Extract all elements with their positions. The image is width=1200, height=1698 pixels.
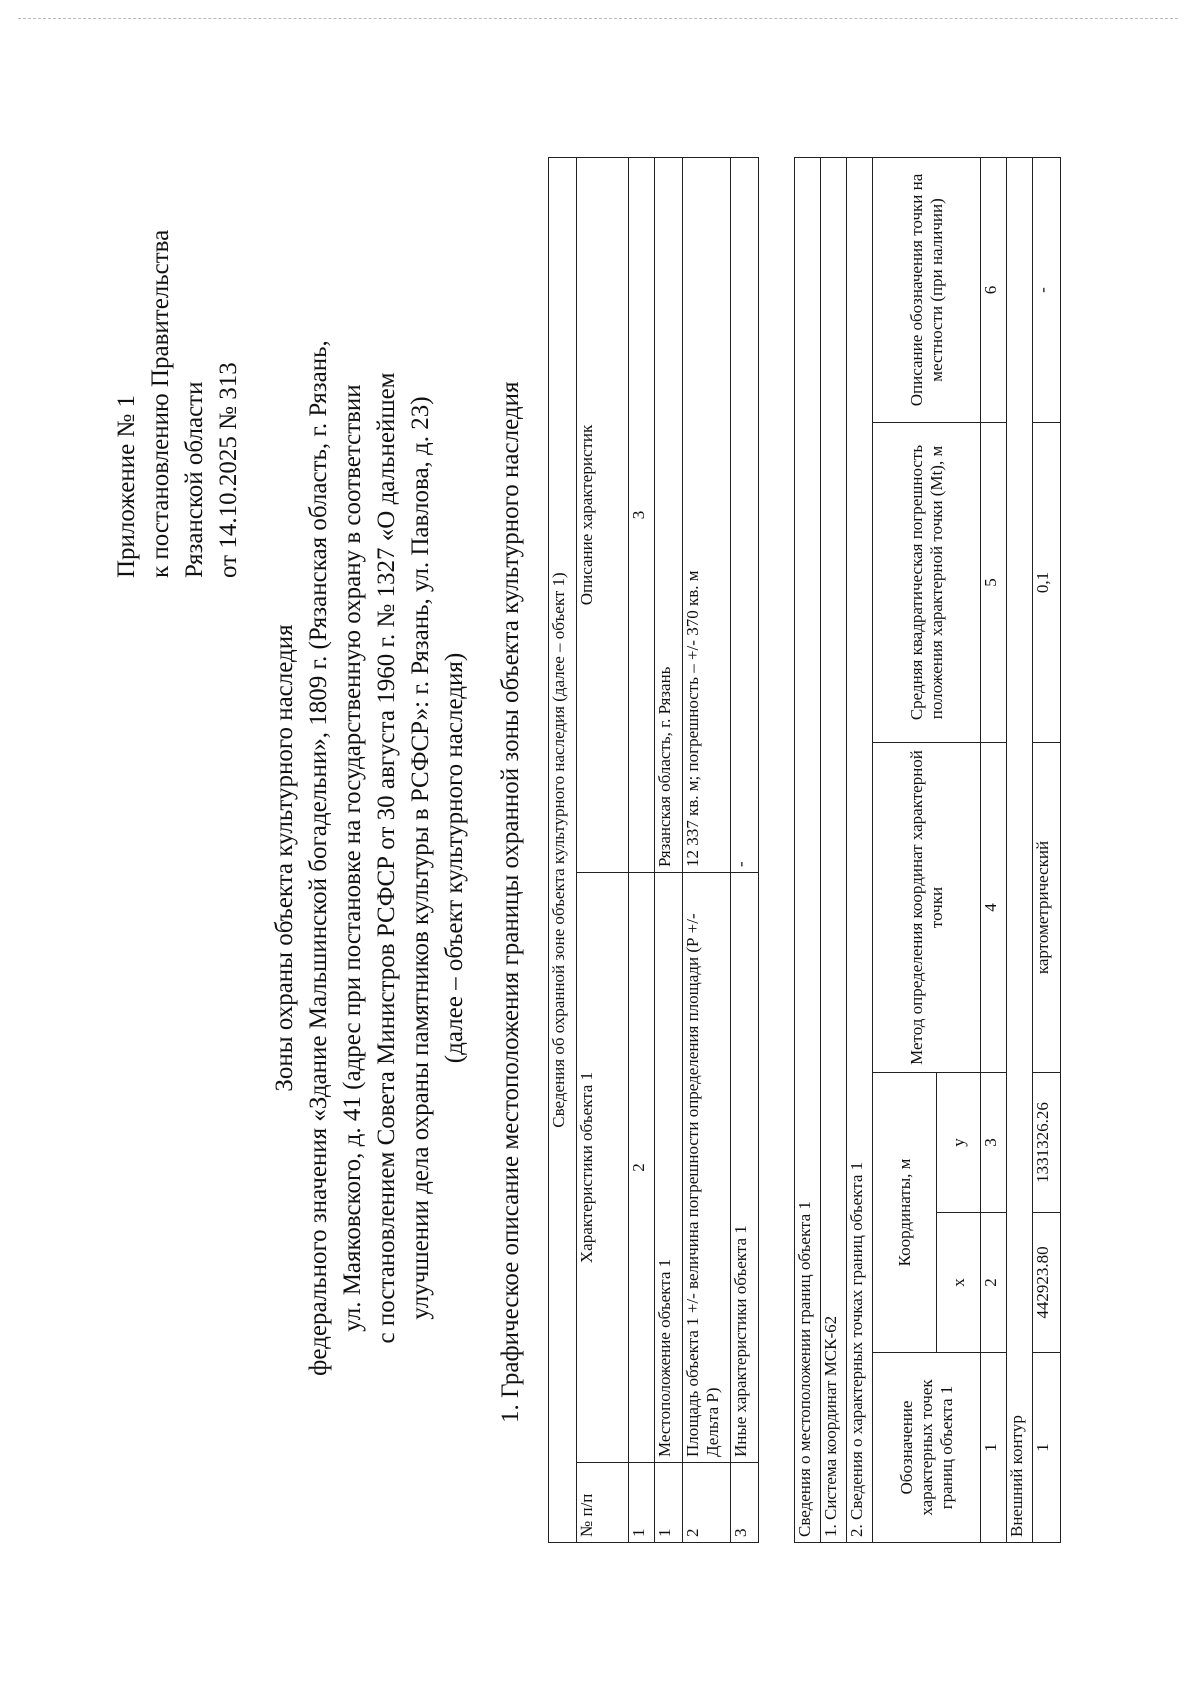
point-x: 442923.80	[1033, 1213, 1061, 1353]
point-description: -	[1033, 157, 1061, 422]
title-line: с постановлением Совета Министров РСФСР от 30 августа 1960 г. № 1327 «О дальнейшем	[373, 372, 400, 1344]
column-number: 6	[981, 157, 1007, 422]
row-name: Иные характеристики объекта 1	[731, 873, 759, 1463]
header-error: Средняя квадратическая погрешность положения характерной точки (Mt), м	[873, 423, 981, 743]
column-number: 1	[629, 1463, 655, 1543]
table-row	[655, 157, 683, 1542]
column-number: 4	[981, 743, 1007, 1073]
header-x: x	[937, 1213, 981, 1353]
document-title	[268, 238, 472, 1478]
row-value: Рязанская область, г. Рязань	[655, 157, 683, 872]
table-caption: Сведения об охранной зоне объекта культурного наследия (далее – объект 1)	[549, 157, 577, 1542]
table-row	[731, 157, 759, 1542]
table-row	[1033, 157, 1061, 1542]
header-point: Обозначение характерных точек границ объекта 1	[873, 1353, 981, 1543]
header-cell: № п/п	[577, 1463, 629, 1543]
row-name: Местоположение объекта 1	[655, 873, 683, 1463]
title-line: улучшении дела охраны памятников культуры в РСФСР»: г. Рязань, ул. Павлова, д. 23)	[407, 396, 434, 1320]
header-method: Метод определения координат характерной точки	[873, 743, 981, 1073]
row-name: Площадь объекта 1 +/- величина погрешности определения площади (Р +/- Дельта Р)	[683, 873, 731, 1463]
points-title: 2. Сведения о характерных точках границ объекта 1	[847, 157, 873, 1542]
appendix-line: к постановлению Правительства	[147, 229, 174, 578]
boundary-points-table	[794, 157, 1061, 1543]
row-number: 1	[655, 1463, 683, 1543]
table-row	[683, 157, 731, 1542]
column-number: 5	[981, 423, 1007, 743]
column-number: 3	[629, 157, 655, 872]
column-number: 2	[629, 873, 655, 1463]
point-error: 0,1	[1033, 423, 1061, 743]
column-number: 3	[981, 1073, 1007, 1213]
table-title: Сведения о местоположении границ объекта 1	[795, 157, 821, 1542]
title-line: Зоны охраны объекта культурного наследия	[271, 624, 298, 1092]
title-line: федерального значения «Здание Мальшинской богадельни», 1809 г. (Рязанская область, г. Рязань,	[305, 340, 332, 1376]
point-y: 1331326.26	[1033, 1073, 1061, 1213]
column-number: 2	[981, 1213, 1007, 1353]
appendix-line: Рязанской области	[181, 381, 208, 578]
header-cell: Описание характеристик	[577, 157, 629, 872]
header-cell: Характеристики объекта 1	[577, 873, 629, 1463]
appendix-line: от 14.10.2025 № 313	[215, 362, 242, 578]
row-value: -	[731, 157, 759, 872]
row-number: 3	[731, 1463, 759, 1543]
contour-label: Внешний контур	[1007, 157, 1033, 1542]
header-description: Описание обозначения точки на местности (при наличии)	[873, 157, 981, 422]
section-heading: 1. Графическое описание местоположения границы охранной зоны объекта культурного наследия	[497, 381, 524, 1423]
point-id: 1	[1033, 1353, 1061, 1543]
header-y: y	[937, 1073, 981, 1213]
appendix-line: Приложение № 1	[113, 394, 140, 578]
column-number: 1	[981, 1353, 1007, 1543]
header-coords: Координаты, м	[873, 1073, 937, 1353]
title-line: ул. Маяковского, д. 41 (адрес при постановке на государственную охрану в соответствии	[339, 384, 366, 1332]
appendix-block	[110, 118, 246, 578]
row-number: 2	[683, 1463, 731, 1543]
row-value: 12 337 кв. м; погрешность – +/- 370 кв. м	[683, 157, 731, 872]
point-method: картометрический	[1033, 743, 1061, 1073]
object-info-table	[548, 157, 759, 1543]
coordinate-system: 1. Система координат МСК-62	[821, 157, 847, 1542]
title-line: (далее – объект культурного наследия)	[441, 652, 468, 1064]
